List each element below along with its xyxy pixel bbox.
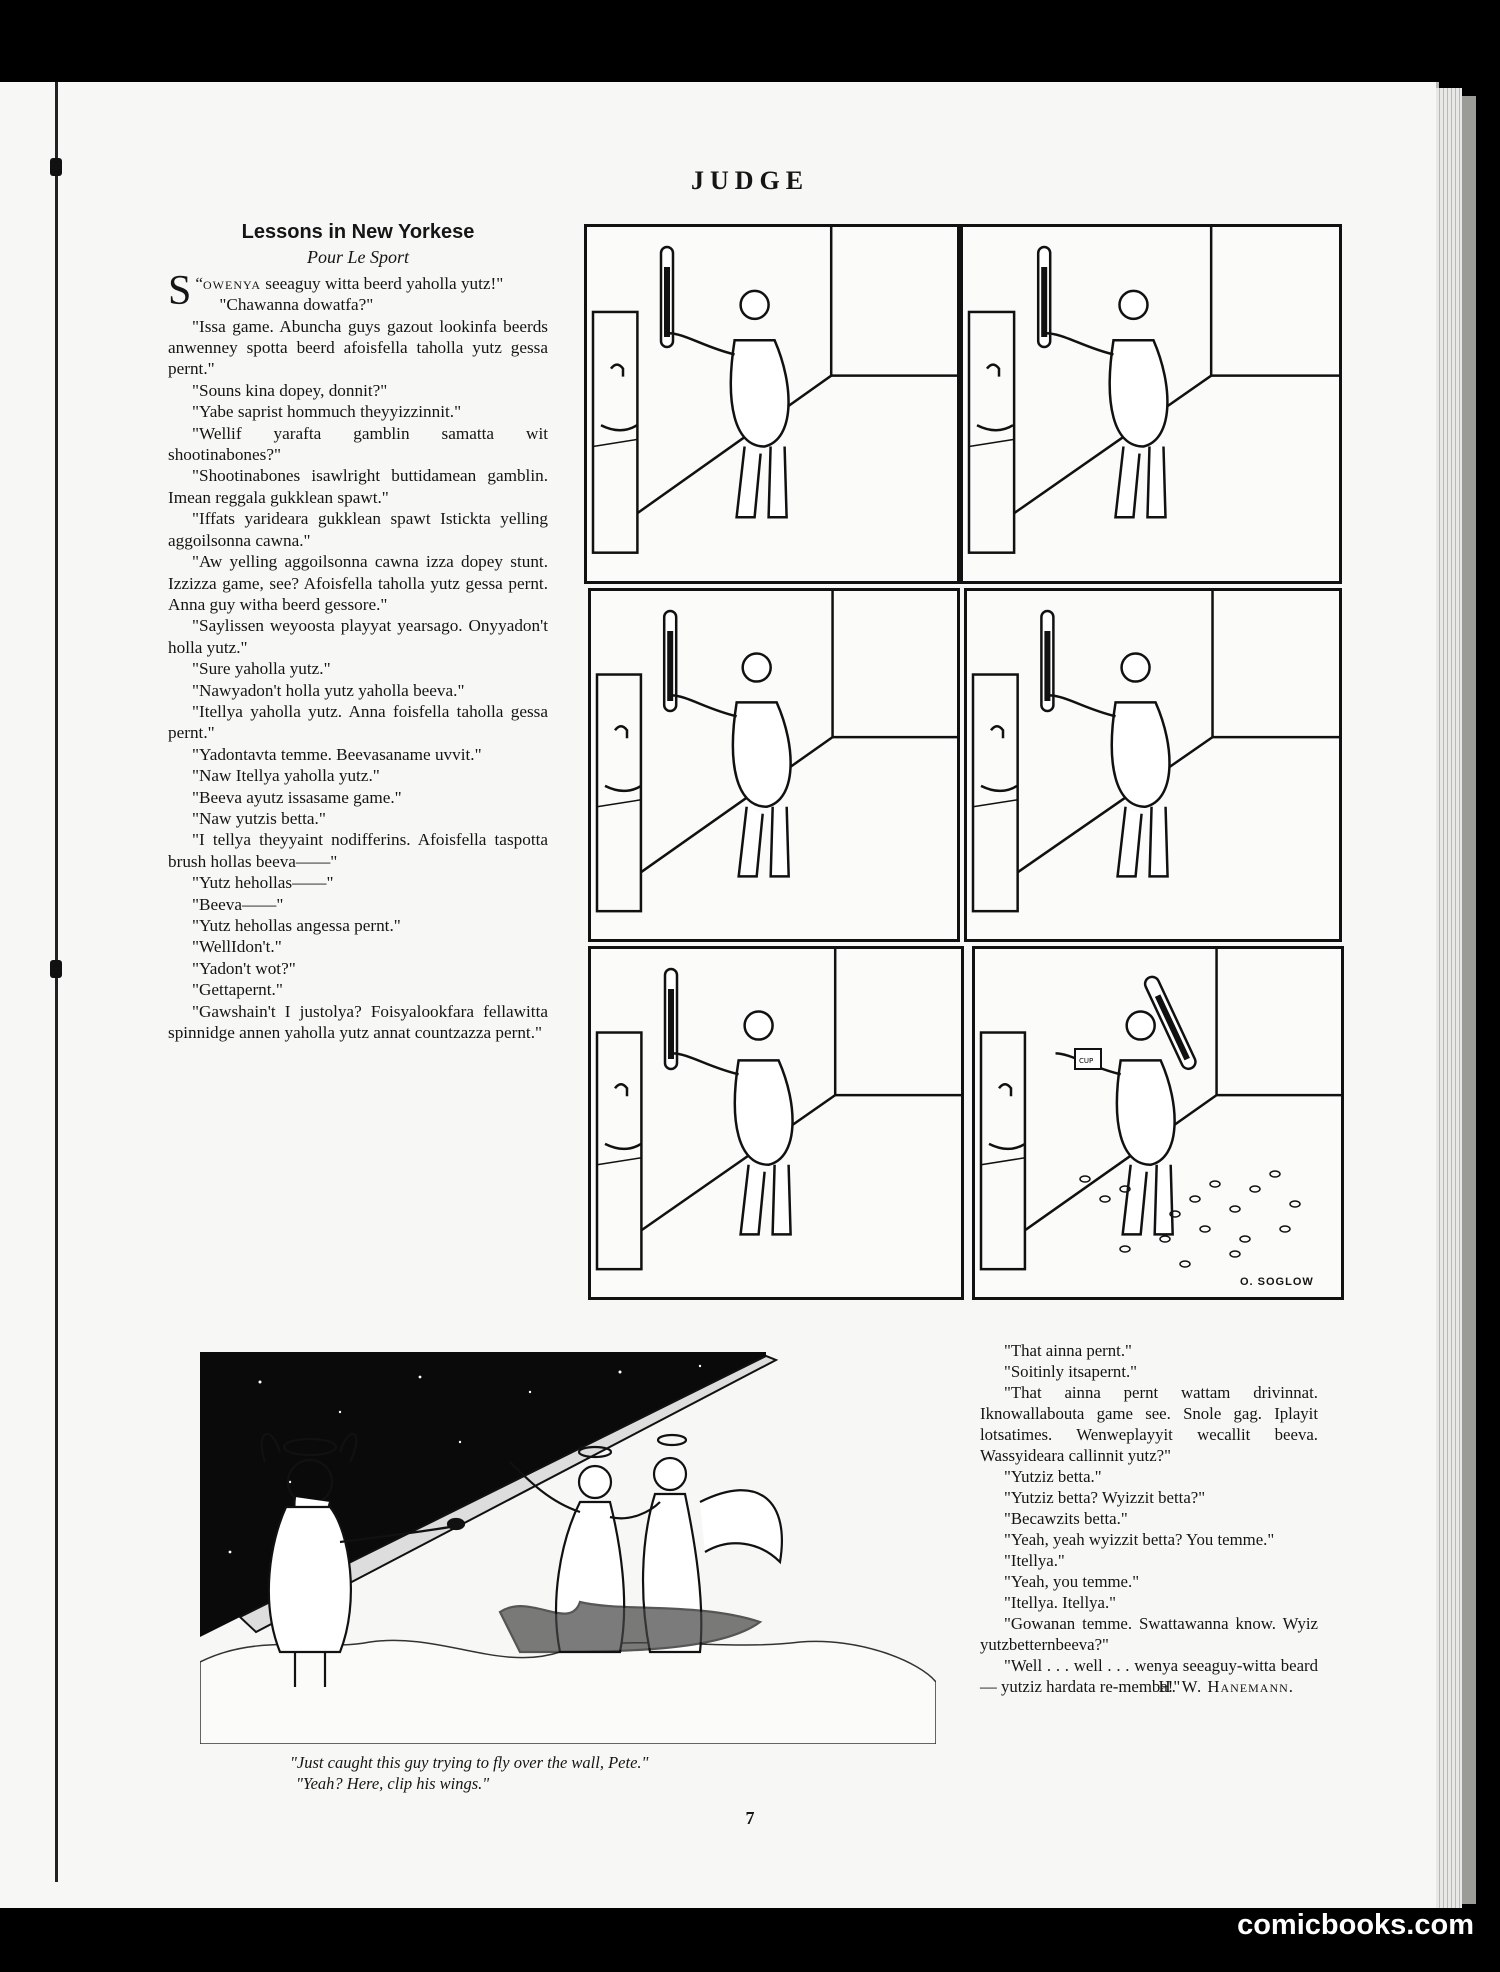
- article-paragraph: "Naw yutzis betta.": [192, 808, 326, 828]
- comic-panel: [588, 946, 964, 1300]
- article-paragraph: "Yutziz betta? Wyizzit betta?": [1004, 1488, 1206, 1507]
- article-paragraph: "Iffats yarideara gukklean spawt Istickta yelling aggoilsonna cawna.": [168, 509, 548, 550]
- article-paragraph: "Itellya yaholla yutz. Anna foisfella taholla gessa pernt.": [168, 701, 548, 743]
- artist-signature: O. SOGLOW: [1240, 1276, 1314, 1288]
- article-paragraph: "Nawyadon't holla yutz yaholla beeva.": [192, 680, 465, 700]
- caption-line-2: "Yeah? Here, clip his wings.": [296, 1774, 490, 1793]
- open-quote: “: [195, 273, 203, 293]
- panel-drawing: [967, 591, 1339, 939]
- comic-panel: [588, 588, 960, 942]
- panel-drawing: [591, 591, 957, 939]
- article-paragraph: "Yadontavta temme. Beevasaname uvvit.": [192, 744, 482, 764]
- article-paragraph: "Well . . . well . . . wenya seeaguy-witta beard — yutziz hardata re-memba!": [980, 1656, 1318, 1696]
- cartoon-drawing: [200, 1352, 936, 1744]
- article-paragraph: "Souns kina dopey, donnit?": [192, 380, 388, 400]
- article-paragraph: "Yutz hehollas——": [192, 873, 334, 893]
- comic-panel: [584, 224, 960, 584]
- halo: [658, 1435, 686, 1445]
- panel-drawing: [963, 227, 1339, 581]
- lead-smallcaps: owenya: [203, 273, 261, 293]
- article-paragraphs-left: [168, 294, 548, 1043]
- drop-cap: S: [168, 267, 192, 314]
- article-paragraph: "Yadon't wot?": [192, 958, 296, 978]
- svg-text:CUP: CUP: [1079, 1057, 1094, 1065]
- article-paragraph: "Beeva ayutz issasame game.": [192, 787, 402, 807]
- article-paragraph: "I tellya theyyaint nodifferins. Afoisfella taspotta brush hollas beeva——": [168, 830, 548, 871]
- article-paragraph: "Beeva——": [192, 894, 284, 914]
- article-paragraph: "Yeah, you temme.": [1004, 1572, 1140, 1591]
- page-edges: [1436, 88, 1462, 1908]
- article-paragraph: "Yeah, yeah wyizzit betta? You temme.": [1004, 1530, 1275, 1549]
- article-column-right: [980, 1340, 1318, 1697]
- article-paragraph: "Soitinly itsapernt.": [1004, 1362, 1138, 1381]
- article-paragraph: "That ainna pernt.": [1004, 1341, 1132, 1360]
- binding-line: [55, 82, 58, 1882]
- article-paragraph: "Aw yelling aggoilsonna cawna izza dopey stunt. Izzizza game, see? Afoisfella taholla yutz gessa pernt. Anna guy witha beerd gessore.": [168, 552, 548, 614]
- article-paragraph: "Shootinabones isawlright buttidamean gamblin. Imean reggala gukklean spawt.": [168, 466, 548, 507]
- article-paragraph: "Gettapernt.": [192, 980, 283, 1000]
- heaven-cartoon: [200, 1352, 936, 1744]
- article-subtitle: Pour Le Sport: [306, 247, 409, 268]
- article-paragraph: "Gowanan temme. Swattawanna know. Wyiz yutzbetternbeeva?": [980, 1614, 1318, 1654]
- masthead: JUDGE: [690, 166, 810, 195]
- caption-line-1: "Just caught this guy trying to fly over the wall, Pete.": [290, 1753, 649, 1772]
- panel-drawing: [975, 949, 1341, 1297]
- article-column-left: [168, 222, 548, 1043]
- author-name: H. W. Hanemann.: [1158, 1677, 1294, 1696]
- panel-drawing: [591, 949, 961, 1297]
- cartoon-caption: [290, 1752, 890, 1794]
- article-paragraph: "Itellya.": [1004, 1551, 1065, 1570]
- article-paragraph: "Wellif yarafta gamblin samatta wit shootinabones?": [168, 423, 548, 465]
- article-paragraph: "Issa game. Abuncha guys gazout lookinfa beerds anwenney spotta beerd afoisfella taholla yutz gessa pernt.": [168, 316, 548, 379]
- article-paragraph: "Yabe saprist hommuch theyyizzinnit.": [192, 402, 462, 422]
- binding-staple: [50, 960, 62, 978]
- comic-panel: [972, 946, 1344, 1300]
- article-paragraph: "Becawzits betta.": [1004, 1509, 1128, 1528]
- article-paragraph: "Itellya. Itellya.": [1004, 1593, 1117, 1612]
- article-paragraph: "WellIdon't.": [192, 937, 282, 957]
- comic-panel: [964, 588, 1342, 942]
- panel-drawing: [587, 227, 957, 581]
- book-cover-edge: [1462, 96, 1476, 1904]
- article-paragraph: "Saylissen weyoosta playyat yearsago. Onyyadon't holla yutz.": [168, 616, 548, 657]
- article-paragraph: "Gawshain't I justolya? Foisyalookfara fellawitta spinnidge annen yaholla yutz annat countzazza pernt.": [168, 1001, 548, 1043]
- article-paragraph: "Yutziz betta.": [1004, 1467, 1102, 1486]
- shears: [448, 1519, 464, 1529]
- clouds: [200, 1640, 936, 1744]
- article-paragraph: "Sure yaholla yutz.": [192, 659, 331, 679]
- article-paragraph: "Chawanna dowatfa?": [219, 295, 374, 315]
- comic-panel: [960, 224, 1342, 584]
- article-title: Lessons in New Yorkese: [241, 221, 475, 243]
- article-paragraphs-right: [980, 1340, 1318, 1697]
- lead-text: seeaguy witta beerd yaholla yutz!": [261, 273, 504, 293]
- page-number: 7: [745, 1808, 755, 1828]
- article-paragraph: "That ainna pernt wattam drivinnat. Iknowallabouta game see. Snole gag. Iplayit lotsatimes. Wenweplayyit wecallit beeva. Wassyideara callinnit yutz?": [980, 1383, 1318, 1465]
- article-paragraph: "Naw Itellya yaholla yutz.": [192, 766, 380, 786]
- article-paragraph: "Yutz hehollas angessa pernt.": [192, 916, 401, 935]
- site-watermark: comicbooks.com: [1237, 1909, 1474, 1941]
